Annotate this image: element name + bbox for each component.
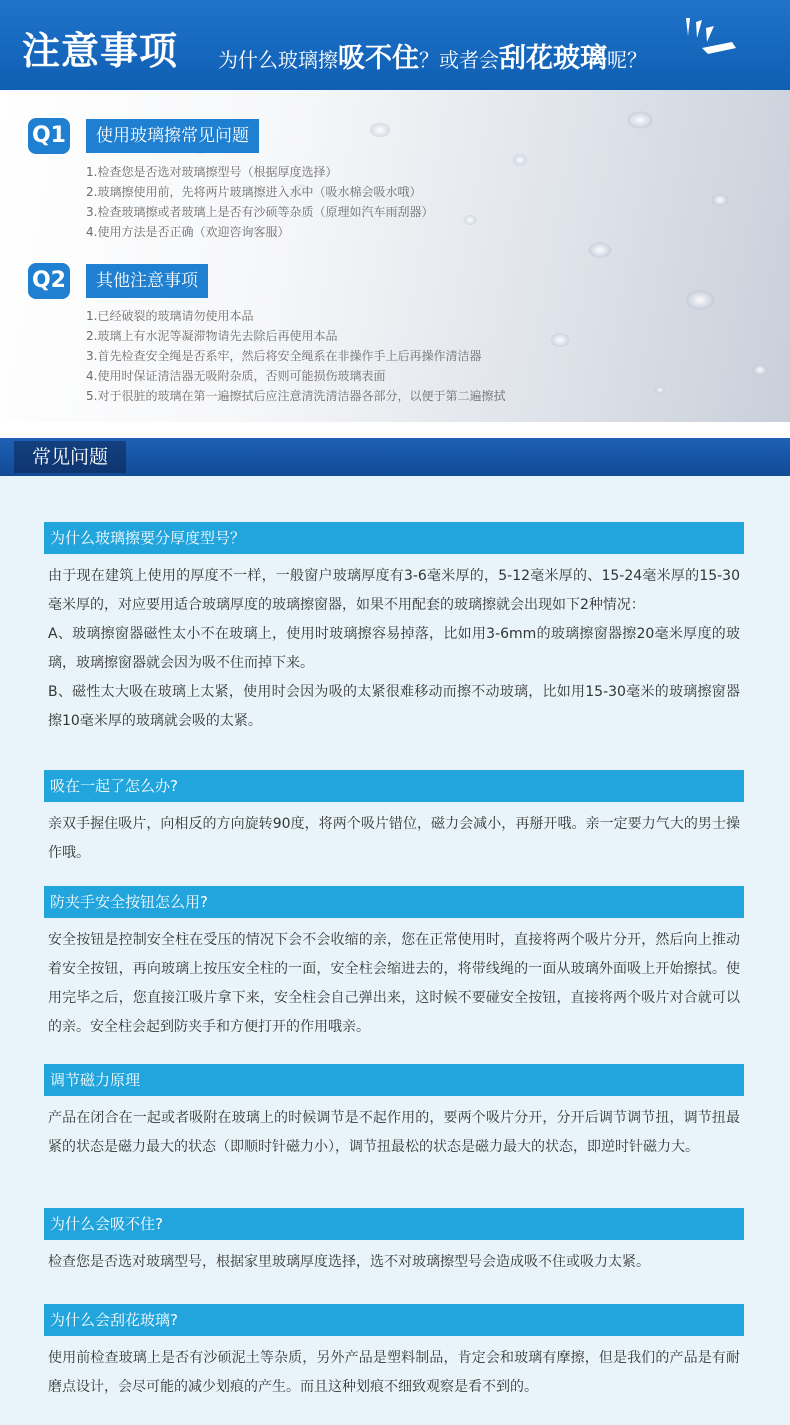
faq-header-bar [0, 438, 790, 476]
faq-answer [44, 1096, 744, 1162]
faq-answer-paragraph: A、玻璃擦窗器磁性太小不在玻璃上，使用时玻璃擦容易掉落，比如用3-6mm的玻璃擦窗器擦20毫米厚度的玻璃，玻璃擦窗器就会因为吸不住而掉下来。 [48, 626, 740, 671]
faq-item [44, 770, 744, 868]
q2-badge: Q2 [28, 263, 70, 299]
faq-answer [44, 1336, 744, 1402]
q1-list [86, 162, 433, 242]
list-item: 2.玻璃上有水泥等凝滞物请先去除后再使用本品 [86, 329, 338, 343]
top-banner [0, 0, 790, 90]
faq-answer-paragraph: 产品在闭合在一起或者吸附在玻璃上的时候调节是不起作用的，要两个吸片分开，分开后调节调节扭，调节扭最紧的状态是磁力最大的状态（即顺时针磁力小），调节扭最松的状态是磁力最大的状态，即逆时针磁力大。 [48, 1110, 740, 1155]
list-item: 3.检查玻璃擦或者玻璃上是否有沙硕等杂质（原理如汽车雨刮器） [86, 205, 434, 219]
faq-answer-paragraph: B、磁性太大吸在玻璃上太紧，使用时会因为吸的太紧很难移动而擦不动玻璃，比如用15-30毫米的玻璃擦窗器擦10毫米厚的玻璃就会吸的太紧。 [48, 684, 740, 729]
faq-item [44, 1064, 744, 1162]
q2-label: 其他注意事项 [86, 264, 208, 298]
list-item: 4.使用时保证清洁器无吸附杂质，否则可能损伤玻璃表面 [86, 369, 386, 383]
q1-badge: Q1 [28, 118, 70, 154]
faq-body [0, 476, 790, 1425]
faq-answer-paragraph: 检查您是否选对玻璃型号，根据家里玻璃厚度选择，选不对玻璃擦型号会造成吸不住或吸力太紧。 [48, 1254, 650, 1270]
list-item: 1.已经破裂的玻璃请勿使用本品 [86, 309, 254, 323]
faq-item [44, 1208, 744, 1277]
faq-answer-paragraph: 安全按钮是控制安全柱在受压的情况下会不会收缩的亲，您在正常使用时，直接将两个吸片分开，然后向上推动着安全按钮，再向玻璃上按压安全柱的一面，安全柱会缩进去的，将带线绳的一面从玻璃外面吸上开始擦拭。使用完毕之后，您直接江吸片拿下来，安全柱会自己弹出来，这时候不要碰安全按钮，直接将两个吸片对合就可以的亲。安全柱会起到防夹手和方便打开的作用哦亲。 [48, 932, 740, 1035]
banner-subtitle-emphasis: 吸不住 [338, 43, 419, 74]
faq-answer [44, 918, 744, 1042]
faq-question: 防夹手安全按钮怎么用? [44, 886, 744, 918]
list-item: 3.首先检查安全绳是否系牢，然后将安全绳系在非操作手上后再操作清洁器 [86, 349, 482, 363]
faq-question: 调节磁力原理 [44, 1064, 744, 1096]
banner-title: 注意事项 [22, 29, 179, 73]
faq-answer-paragraph: 亲双手握住吸片，向相反的方向旋转90度，将两个吸片错位，磁力会减小，再掰开哦。亲一定要力气大的男士操作哦。 [48, 816, 740, 861]
faq-answer-paragraph: 由于现在建筑上使用的厚度不一样，一般窗户玻璃厚度有3-6毫米厚的，5-12毫米厚的、15-24毫米厚的15-30毫米厚的，对应要用适合玻璃厚度的玻璃擦窗器，如果不用配套的玻璃擦就会出现如下2种情况： [48, 568, 740, 613]
faq-question: 为什么会刮花玻璃? [44, 1304, 744, 1336]
banner-subtitle-part: 为什么玻璃擦 [218, 48, 338, 72]
q2-list [86, 306, 505, 406]
notice-section [0, 90, 790, 422]
list-item: 4.使用方法是否正确（欢迎咨询客服） [86, 225, 290, 239]
banner-subtitle-part: ？或者会 [419, 48, 499, 72]
list-item: 1.检查您是否选对玻璃擦型号（根据厚度选择） [86, 165, 338, 179]
faq-answer-paragraph: 使用前检查玻璃上是否有沙硕泥土等杂质，另外产品是塑料制品，肯定会和玻璃有摩擦，但是我们的产品是有耐磨点设计，会尽可能的减少划痕的产生。而且这种划痕不细致观察是看不到的。 [48, 1350, 740, 1395]
flag-icon [680, 14, 740, 64]
list-item: 2.玻璃擦使用前，先将两片玻璃擦进入水中（吸水棉会吸水哦） [86, 185, 422, 199]
faq-tab: 常见问题 [14, 441, 126, 473]
faq-question: 为什么玻璃擦要分厚度型号？ [44, 522, 744, 554]
faq-item [44, 886, 744, 1042]
faq-answer [44, 1240, 744, 1277]
q1-label: 使用玻璃擦常见问题 [86, 119, 259, 153]
list-item: 5.对于很脏的玻璃在第一遍擦拭后应注意清洗清洁器各部分，以便于第二遍擦拭 [86, 389, 506, 403]
banner-subtitle [218, 36, 647, 75]
faq-answer [44, 802, 744, 868]
faq-question: 吸在一起了怎么办? [44, 770, 744, 802]
banner-subtitle-emphasis: 刮花玻璃 [499, 43, 607, 74]
faq-answer [44, 554, 744, 736]
faq-question: 为什么会吸不住? [44, 1208, 744, 1240]
faq-item [44, 1304, 744, 1402]
faq-item [44, 522, 744, 736]
banner-subtitle-part: 呢？ [607, 48, 647, 72]
